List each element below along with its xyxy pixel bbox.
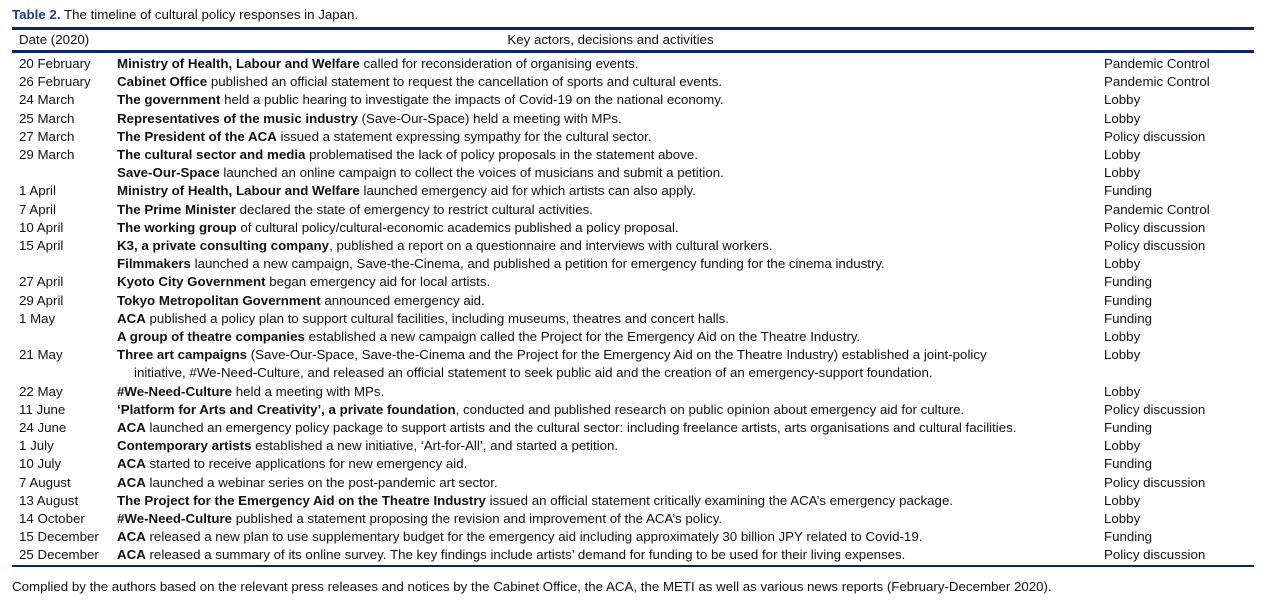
table-row — [12, 182, 1254, 200]
table-row — [12, 128, 1254, 146]
row-activity: issued a statement expressing sympathy for the cultural sector. — [276, 128, 652, 144]
row-date — [12, 255, 117, 273]
row-date: 7 August — [19, 474, 71, 490]
row-category: Lobby — [1104, 110, 1141, 126]
table-row — [12, 437, 1254, 455]
row-date: 1 April — [19, 183, 56, 199]
row-category: Policy discussion — [1104, 128, 1206, 144]
row-actor: Filmmakers — [117, 256, 191, 272]
row-actor: ACA — [117, 310, 146, 326]
row-actor: The Project for the Emergency Aid on the Theatre Industry — [117, 492, 486, 508]
row-actor: Kyoto City Government — [117, 274, 266, 290]
bottom-rule — [12, 565, 1254, 567]
table-row — [12, 255, 1254, 273]
row-date: 14 October — [19, 511, 85, 527]
row-actor: Save-Our-Space — [117, 165, 220, 181]
row-description — [117, 110, 1104, 128]
row-date: 27 March — [19, 128, 75, 144]
row-category: Lobby — [1104, 438, 1141, 454]
table-row — [12, 273, 1254, 291]
row-date: 24 March — [19, 92, 75, 108]
row-actor: The cultural sector and media — [117, 147, 306, 163]
row-category: Lobby — [1104, 165, 1141, 181]
row-description — [117, 437, 1104, 455]
row-category: Pandemic Control — [1104, 74, 1210, 90]
row-activity: of cultural policy/cultural-economic academics published a policy proposal. — [236, 219, 679, 235]
row-category: Policy discussion — [1104, 401, 1206, 417]
row-date: 27 April — [19, 274, 64, 290]
row-date: 29 April — [19, 292, 64, 308]
header-actors: Key actors, decisions and activities — [507, 32, 714, 47]
row-description — [117, 383, 1104, 401]
row-description — [117, 310, 1104, 328]
row-date: 24 June — [19, 420, 67, 436]
row-actor: Representatives of the music industry — [117, 110, 358, 126]
row-date: 26 February — [19, 74, 91, 90]
row-description — [117, 128, 1104, 146]
row-actor: Tokyo Metropolitan Government — [117, 292, 321, 308]
table-row — [12, 292, 1254, 310]
row-actor: The Prime Minister — [117, 201, 236, 217]
row-actor: Cabinet Office — [117, 74, 208, 90]
row-description — [117, 510, 1104, 528]
row-actor: K3, a private consulting company — [117, 238, 330, 254]
row-actor: Three art campaigns — [117, 347, 248, 363]
row-activity: (Save-Our-Space) held a meeting with MPs. — [357, 110, 622, 126]
table-row — [12, 492, 1254, 510]
table-row — [12, 91, 1254, 109]
row-actor: Ministry of Health, Labour and Welfare — [117, 56, 360, 71]
table-row — [12, 55, 1254, 73]
row-description — [117, 328, 1104, 346]
table-row — [12, 419, 1254, 437]
row-category: Lobby — [1104, 492, 1141, 508]
row-description — [117, 219, 1104, 237]
row-actor: #We-Need-Culture — [117, 383, 233, 399]
row-activity: established a new initiative, ‘Art-for-All’, and started a petition. — [251, 438, 619, 454]
row-actor: ACA — [117, 456, 146, 472]
row-category: Policy discussion — [1104, 238, 1206, 254]
table-row — [12, 328, 1254, 346]
table-row — [12, 164, 1254, 182]
row-date: 11 June — [19, 401, 66, 417]
row-activity: published a statement proposing the revision and improvement of the ACA’s policy. — [232, 511, 723, 527]
row-description — [117, 492, 1104, 510]
row-activity: published a policy plan to support cultural facilities, including museums, theatres and concert halls. — [145, 310, 729, 326]
row-activity: called for reconsideration of organising events. — [359, 56, 639, 71]
row-activity: held a public hearing to investigate the impacts of Covid-19 on the national economy. — [220, 92, 724, 108]
row-description — [117, 91, 1104, 109]
row-description — [117, 237, 1104, 255]
table-row — [12, 146, 1254, 164]
row-activity: established a new campaign called the Project for the Emergency Aid on the Theatre Industry. — [304, 329, 861, 345]
row-date: 15 December — [19, 529, 99, 545]
row-description — [117, 255, 1104, 273]
table-row — [12, 346, 1254, 382]
row-activity: , published a report on a questionnaire and interviews with cultural workers. — [329, 238, 773, 254]
row-description — [117, 55, 1104, 73]
row-category: Lobby — [1104, 347, 1141, 363]
row-category: Funding — [1104, 292, 1153, 308]
table-row — [12, 110, 1254, 128]
row-activity: issued an official statement critically examining the ACA’s emergency package. — [485, 492, 954, 508]
row-date: 20 February — [19, 56, 91, 71]
row-category: Funding — [1104, 274, 1153, 290]
timeline-table — [12, 27, 1254, 567]
row-date: 29 March — [19, 147, 75, 163]
row-actor: ‘Platform for Arts and Creativity’, a private foundation — [117, 401, 456, 417]
table-label: Table 2. — [12, 7, 61, 22]
row-date: 10 April — [19, 219, 64, 235]
row-category: Funding — [1104, 529, 1153, 545]
table-row — [12, 201, 1254, 219]
row-date: 1 May — [19, 310, 56, 326]
row-category: Lobby — [1104, 383, 1141, 399]
table-row — [12, 455, 1254, 473]
row-activity: announced emergency aid. — [320, 292, 485, 308]
row-actor: The President of the ACA — [117, 128, 277, 144]
row-actor: ACA — [117, 529, 146, 545]
row-category: Pandemic Control — [1104, 56, 1210, 71]
table-body — [12, 53, 1254, 565]
table-row — [12, 237, 1254, 255]
row-description — [117, 346, 1104, 382]
table-row — [12, 401, 1254, 419]
row-description — [117, 182, 1104, 200]
row-actor: Ministry of Health, Labour and Welfare — [117, 183, 360, 199]
row-actor: The working group — [117, 219, 237, 235]
row-date — [12, 164, 117, 182]
row-actor: ACA — [117, 547, 146, 563]
row-description — [117, 419, 1104, 437]
row-category: Policy discussion — [1104, 219, 1206, 235]
row-activity: held a meeting with MPs. — [232, 383, 385, 399]
row-description — [117, 474, 1104, 492]
table-row — [12, 474, 1254, 492]
row-actor: ACA — [117, 420, 146, 436]
row-category: Lobby — [1104, 511, 1141, 527]
table-row — [12, 73, 1254, 91]
row-date: 25 December — [19, 547, 99, 563]
header-date: Date (2020) — [19, 32, 90, 47]
row-category: Lobby — [1104, 256, 1141, 272]
row-activity: launched an online campaign to collect the voices of musicians and submit a petition. — [219, 165, 724, 181]
row-actor: The government — [117, 92, 221, 108]
table-row — [12, 546, 1254, 564]
row-activity: released a summary of its online survey. The key findings include artists’ demand for funding to be used for their living expenses. — [145, 547, 906, 563]
table-caption — [12, 6, 358, 24]
row-activity: declared the state of emergency to restrict cultural activities. — [235, 201, 593, 217]
row-date: 21 May — [19, 347, 63, 363]
table-row — [12, 219, 1254, 237]
row-category: Lobby — [1104, 329, 1141, 345]
row-date: 22 May — [19, 383, 63, 399]
row-category: Lobby — [1104, 147, 1141, 163]
row-description — [117, 273, 1104, 291]
row-date: 1 July — [19, 438, 54, 454]
row-actor: Contemporary artists — [117, 438, 252, 454]
row-description — [117, 455, 1104, 473]
row-category: Pandemic Control — [1104, 201, 1210, 217]
row-activity: published an official statement to request the cancellation of sports and cultural events. — [207, 74, 723, 90]
row-description — [117, 146, 1104, 164]
row-category: Funding — [1104, 183, 1153, 199]
row-actor: A group of theatre companies — [117, 329, 305, 345]
table-header — [12, 30, 1254, 50]
row-category: Funding — [1104, 420, 1153, 436]
row-description — [117, 528, 1104, 546]
table-note: Complied by the authors based on the relevant press releases and notices by the Cabinet Office, the ACA, the METI as well as various news reports (February-December 2020). — [12, 579, 1052, 594]
row-activity: launched an emergency policy package to support artists and the cultural sector: including freelance artists, arts organisations and cultural facilities. — [145, 420, 1017, 436]
row-date: 10 July — [19, 456, 62, 472]
row-category: Funding — [1104, 310, 1153, 326]
table-row — [12, 528, 1254, 546]
row-actor: #We-Need-Culture — [117, 511, 233, 527]
row-category: Policy discussion — [1104, 547, 1206, 563]
row-date: 25 March — [19, 110, 75, 126]
row-category: Policy discussion — [1104, 474, 1206, 490]
table-row — [12, 383, 1254, 401]
row-category: Lobby — [1104, 92, 1141, 108]
row-date: 15 April — [19, 238, 64, 254]
row-description — [117, 164, 1104, 182]
table-row — [12, 510, 1254, 528]
table-row — [12, 310, 1254, 328]
row-activity: launched a webinar series on the post-pandemic art sector. — [145, 474, 498, 490]
row-activity-continued: initiative, #We-Need-Culture, and released an official statement to seek public aid and the creation of an emergency-support foundation. — [134, 365, 933, 381]
row-activity: (Save-Our-Space, Save-the-Cinema and the Project for the Emergency Aid on the Theatre Industry) established a joint-policy — [247, 347, 987, 363]
row-actor: ACA — [117, 474, 146, 490]
row-description — [117, 73, 1104, 91]
row-date: 13 August — [19, 492, 79, 508]
table-title: The timeline of cultural policy responses in Japan. — [60, 7, 359, 22]
row-category: Funding — [1104, 456, 1153, 472]
row-activity: launched a new campaign, Save-the-Cinema, and published a petition for emergency funding for the cinema industry. — [190, 256, 885, 272]
row-activity: began emergency aid for local artists. — [265, 274, 491, 290]
row-activity: released a new plan to use supplementary budget for the emergency aid including approximately 30 billion JPY related to Covid-19. — [145, 529, 923, 545]
row-description — [117, 201, 1104, 219]
row-description — [117, 292, 1104, 310]
row-date: 7 April — [19, 201, 56, 217]
row-description — [117, 401, 1104, 419]
row-activity: launched emergency aid for which artists can also apply. — [359, 183, 696, 199]
row-activity: problematised the lack of policy proposals in the statement above. — [305, 147, 698, 163]
row-description — [117, 546, 1104, 564]
row-activity: started to receive applications for new emergency aid. — [145, 456, 468, 472]
row-date — [12, 328, 117, 346]
row-activity: , conducted and published research on public opinion about emergency aid for culture. — [455, 401, 965, 417]
